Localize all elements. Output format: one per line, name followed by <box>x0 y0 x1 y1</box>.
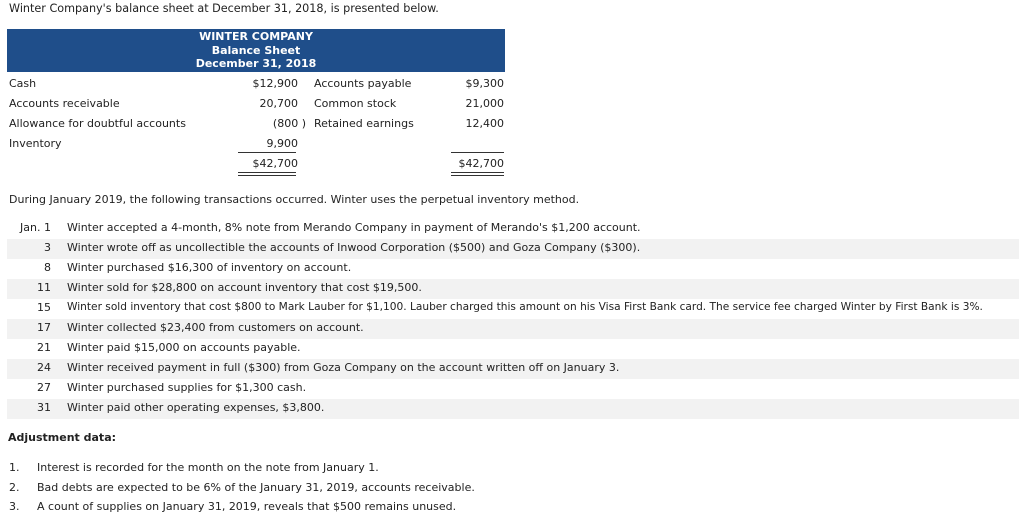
double-rule-left <box>238 172 296 176</box>
subtotal-rule-left <box>238 152 296 153</box>
liability-label: Common stock <box>314 97 397 110</box>
transaction-row <box>7 259 1019 279</box>
transaction-row <box>7 379 1019 399</box>
asset-label: Allowance for doubtful accounts <box>9 117 186 130</box>
subtotal-rule-right <box>451 152 504 153</box>
asset-label: Accounts receivable <box>9 97 120 110</box>
balance-row <box>9 137 505 157</box>
liability-label: Accounts payable <box>314 77 412 90</box>
transaction-text: Winter sold for $28,800 on account inventory that cost $19,500. <box>67 281 422 294</box>
transaction-date: 21 <box>37 341 51 354</box>
adjustment-number: 2. <box>9 481 20 494</box>
adjustment-text: Bad debts are expected to be 6% of the January 31, 2019, accounts receivable. <box>37 481 475 494</box>
transaction-row <box>7 219 1019 239</box>
transaction-text: Winter sold inventory that cost $800 to Mark Lauber for $1,100. Lauber charged this amount on his Visa First Bank card. The service fee charged Winter by First Bank is 3%. <box>67 301 983 313</box>
transaction-row <box>7 399 1019 419</box>
transaction-date: 31 <box>37 401 51 414</box>
adjustment-number: 1. <box>9 461 20 474</box>
balance-row <box>9 117 505 137</box>
transaction-text: Winter accepted a 4-month, 8% note from Merando Company in payment of Merando's $1,200 account. <box>67 221 641 234</box>
adjustment-item <box>9 500 609 518</box>
balance-row <box>9 77 505 97</box>
transaction-text: Winter purchased $16,300 of inventory on account. <box>67 261 352 274</box>
equity-label: Retained earnings <box>314 117 414 130</box>
asset-amount: 9,900 <box>266 137 298 150</box>
adjustment-title: Adjustment data: <box>8 431 117 444</box>
asset-label: Inventory <box>9 137 62 150</box>
transaction-text: Winter collected $23,400 from customers on account. <box>67 321 364 334</box>
asset-amount: 20,700 <box>259 97 298 110</box>
transaction-date: 27 <box>37 381 51 394</box>
statement-date: December 31, 2018 <box>195 57 317 70</box>
transaction-text: Winter wrote off as uncollectible the accounts of Inwood Corporation ($500) and Goza Company ($300). <box>67 241 641 254</box>
adjustment-number: 3. <box>9 500 20 513</box>
adjustment-text: Interest is recorded for the month on the note from January 1. <box>37 461 379 474</box>
liability-amount: 21,000 <box>465 97 504 110</box>
transaction-date: 8 <box>44 261 51 274</box>
transaction-date: 24 <box>37 361 51 374</box>
transaction-row <box>7 339 1019 359</box>
transaction-row <box>7 239 1019 259</box>
transaction-row <box>7 319 1019 339</box>
asset-label: Cash <box>9 77 37 90</box>
equity-amount: 12,400 <box>465 117 504 130</box>
liability-amount: $9,300 <box>465 77 504 90</box>
total-liabilities-equity: $42,700 <box>458 157 504 170</box>
transaction-text: Winter purchased supplies for $1,300 cash. <box>67 381 307 394</box>
transaction-date: Jan. 1 <box>20 221 51 234</box>
transaction-date: 3 <box>44 241 51 254</box>
transaction-date: 15 <box>37 301 51 314</box>
transactions-intro: During January 2019, the following transactions occurred. Winter uses the perpetual inventory method. <box>9 193 580 206</box>
statement-title: Balance Sheet <box>211 43 301 57</box>
balance-row <box>9 97 505 117</box>
double-rule-right <box>451 172 504 176</box>
transaction-date: 17 <box>37 321 51 334</box>
company-name: WINTER COMPANY <box>199 30 313 43</box>
adjustment-item <box>9 481 609 499</box>
transaction-text: Winter paid $15,000 on accounts payable. <box>67 341 301 354</box>
transaction-row <box>7 359 1019 379</box>
transaction-row <box>7 279 1019 299</box>
adjustment-text: A count of supplies on January 31, 2019, reveals that $500 remains unused. <box>37 500 457 513</box>
transaction-text: Winter received payment in full ($300) from Goza Company on the account written off on January 3. <box>67 361 620 374</box>
asset-amount: (800 ) <box>272 117 306 130</box>
total-assets: $42,700 <box>252 157 298 170</box>
balance-sheet-header <box>7 29 505 72</box>
adjustment-item <box>9 461 609 479</box>
transaction-row <box>7 299 1019 319</box>
transaction-date: 11 <box>37 281 51 294</box>
intro-text: Winter Company's balance sheet at December 31, 2018, is presented below. <box>9 2 439 15</box>
asset-amount: $12,900 <box>252 77 298 90</box>
transaction-text: Winter paid other operating expenses, $3,800. <box>67 401 325 414</box>
